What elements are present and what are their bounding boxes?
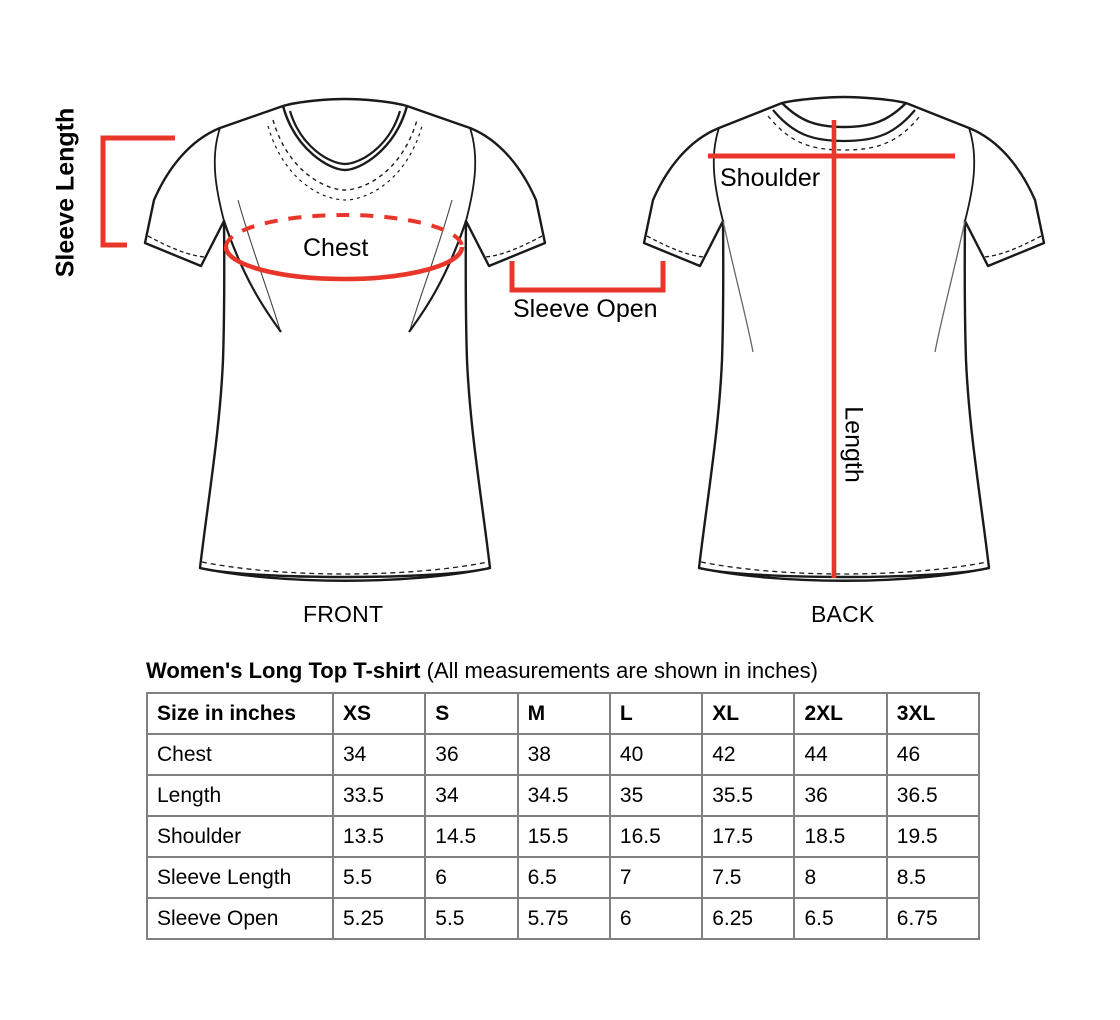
- table-cell: 38: [518, 734, 610, 775]
- sleeve-open-bracket: [512, 261, 663, 290]
- table-cell: 34: [333, 734, 425, 775]
- table-cell: 5.5: [333, 857, 425, 898]
- table-title: [146, 658, 986, 684]
- row-label: Length: [147, 775, 333, 816]
- chest-measurement-label: Chest: [303, 234, 369, 262]
- table-header-cell: S: [425, 693, 517, 734]
- table-cell: 8: [794, 857, 886, 898]
- table-header-cell: 3XL: [887, 693, 979, 734]
- table-header-cell: XL: [702, 693, 794, 734]
- table-cell: 16.5: [610, 816, 702, 857]
- table-cell: 36: [794, 775, 886, 816]
- table-cell: 6.5: [794, 898, 886, 939]
- table-cell: 14.5: [425, 816, 517, 857]
- row-label: Shoulder: [147, 816, 333, 857]
- shoulder-measurement-label: Shoulder: [720, 164, 821, 192]
- table-header-cell: XS: [333, 693, 425, 734]
- table-row: [147, 898, 979, 939]
- table-row: [147, 775, 979, 816]
- row-label: Sleeve Length: [147, 857, 333, 898]
- table-cell: 44: [794, 734, 886, 775]
- table-row: [147, 857, 979, 898]
- table-title-note: (All measurements are shown in inches): [420, 658, 818, 683]
- table-row: [147, 816, 979, 857]
- table-cell: 34.5: [518, 775, 610, 816]
- size-table-block: [146, 658, 986, 940]
- table-cell: 5.75: [518, 898, 610, 939]
- table-header-cell: L: [610, 693, 702, 734]
- table-cell: 15.5: [518, 816, 610, 857]
- row-label: Chest: [147, 734, 333, 775]
- table-cell: 8.5: [887, 857, 979, 898]
- table-header-cell: M: [518, 693, 610, 734]
- table-cell: 36: [425, 734, 517, 775]
- table-cell: 36.5: [887, 775, 979, 816]
- sleeve-open-measurement-label: Sleeve Open: [513, 295, 658, 323]
- table-header-row: [147, 693, 979, 734]
- table-cell: 6.25: [702, 898, 794, 939]
- table-header-cell: Size in inches: [147, 693, 333, 734]
- table-cell: 7: [610, 857, 702, 898]
- table-cell: 19.5: [887, 816, 979, 857]
- table-cell: 17.5: [702, 816, 794, 857]
- table-cell: 33.5: [333, 775, 425, 816]
- table-cell: 34: [425, 775, 517, 816]
- back-body-outline: [644, 97, 1044, 577]
- back-tshirt-illustration: [644, 97, 1044, 581]
- table-cell: 35: [610, 775, 702, 816]
- size-measurement-table: [146, 692, 980, 940]
- table-cell: 6.75: [887, 898, 979, 939]
- table-cell: 6: [610, 898, 702, 939]
- table-cell: 5.25: [333, 898, 425, 939]
- back-view-caption: BACK: [811, 601, 875, 627]
- table-cell: 42: [702, 734, 794, 775]
- table-cell: 13.5: [333, 816, 425, 857]
- table-cell: 6: [425, 857, 517, 898]
- table-header-cell: 2XL: [794, 693, 886, 734]
- table-cell: 46: [887, 734, 979, 775]
- table-cell: 18.5: [794, 816, 886, 857]
- table-row: [147, 734, 979, 775]
- table-cell: 7.5: [702, 857, 794, 898]
- front-view-caption: FRONT: [303, 601, 384, 627]
- table-cell: 40: [610, 734, 702, 775]
- table-cell: 35.5: [702, 775, 794, 816]
- front-tshirt-illustration: [145, 99, 545, 581]
- table-cell: 6.5: [518, 857, 610, 898]
- sleeve-length-measurement-label: Sleeve Length: [51, 107, 80, 278]
- table-cell: 5.5: [425, 898, 517, 939]
- row-label: Sleeve Open: [147, 898, 333, 939]
- length-measurement-label: [839, 406, 868, 482]
- length-label-text: Length: [839, 406, 868, 483]
- table-title-product: Women's Long Top T-shirt: [146, 658, 421, 683]
